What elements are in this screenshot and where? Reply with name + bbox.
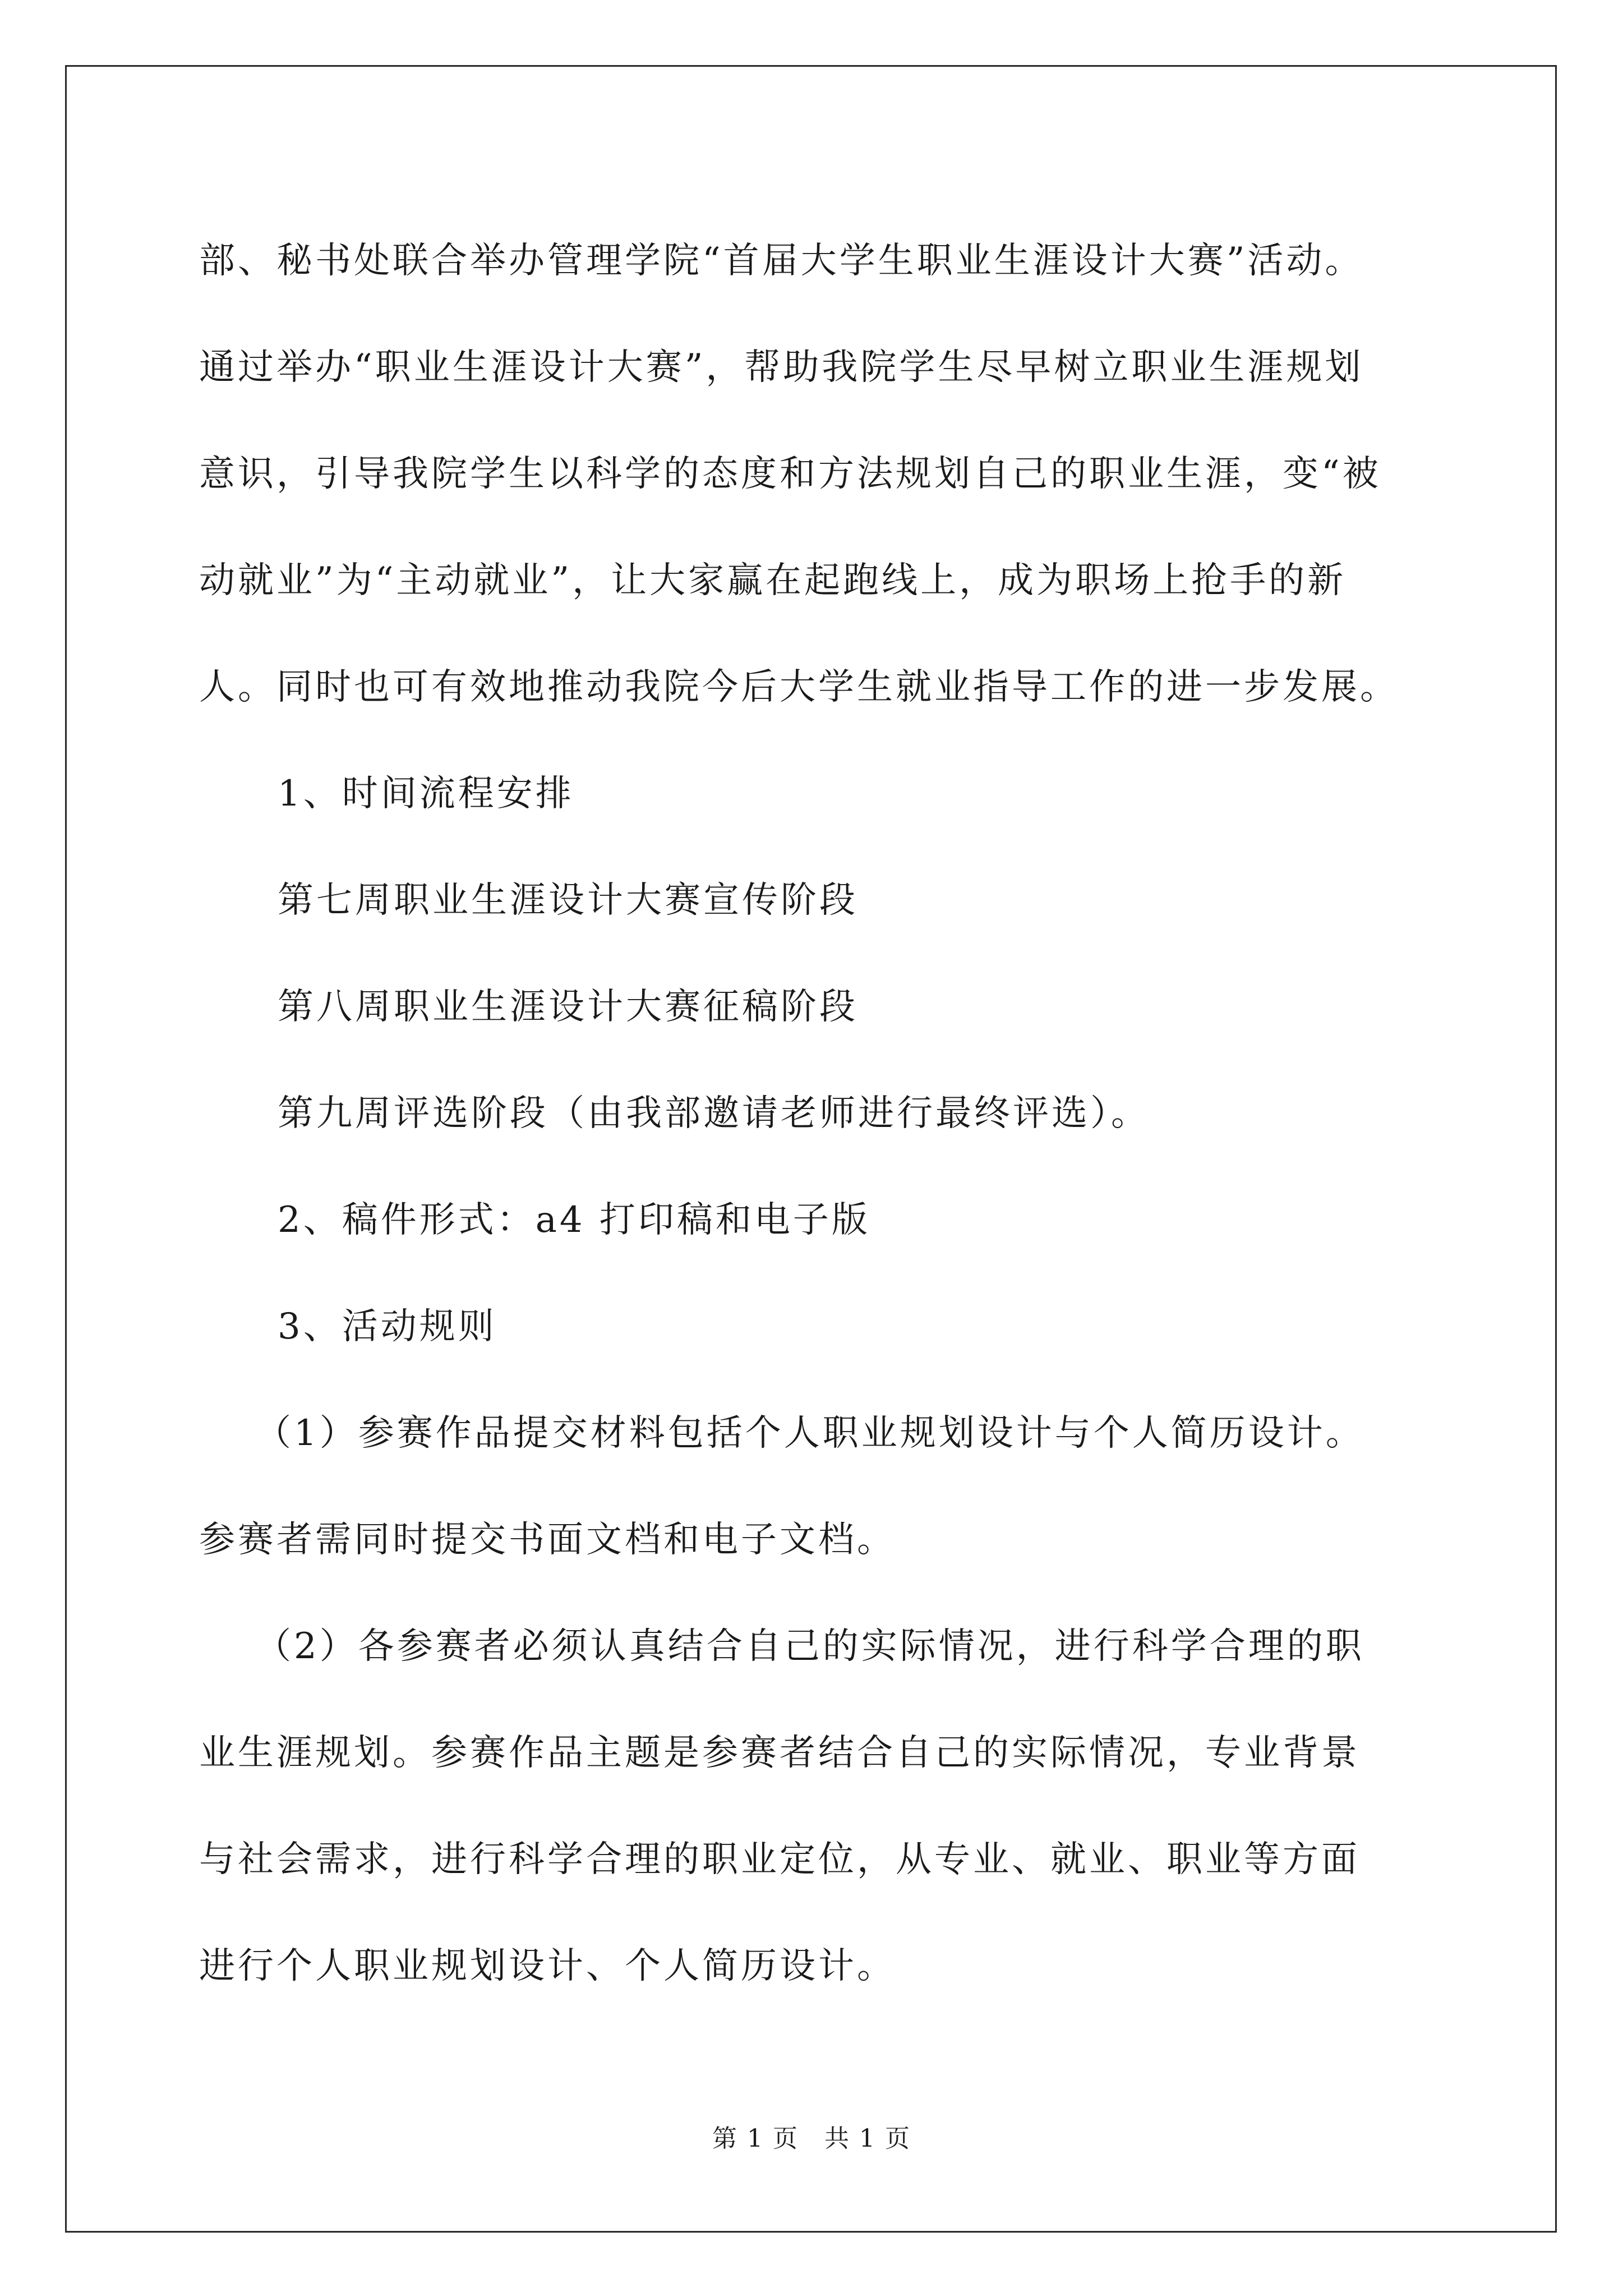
paragraph-line: 通过举办“职业生涯设计大赛”，帮助我院学生尽早树立职业生涯规划 xyxy=(199,347,1364,388)
rule-1-line: 参赛者需同时提交书面文档和电子文档。 xyxy=(199,1519,896,1561)
section-heading-format: 2、稿件形式：a4 打印稿和电子版 xyxy=(278,1199,870,1241)
document-body xyxy=(199,208,1433,2019)
rule-2-line: （2）各参赛者必须认真结合自己的实际情况，进行科学合理的职 xyxy=(255,1626,1364,1667)
section-heading-rules: 3、活动规则 xyxy=(278,1306,497,1347)
rule-1-line: （1）参赛作品提交材料包括个人职业规划设计与个人简历设计。 xyxy=(255,1412,1364,1454)
rule-2-line: 业生涯规划。参赛作品主题是参赛者结合自己的实际情况，专业背景 xyxy=(199,1732,1360,1774)
paragraph-line: 部、秘书处联合举办管理学院“首届大学生职业生涯设计大赛”活动。 xyxy=(199,240,1364,282)
paragraph-line: 意识，引导我院学生以科学的态度和方法规划自己的职业生涯，变“被 xyxy=(199,453,1381,495)
schedule-item-week8: 第八周职业生涯设计大赛征稿阶段 xyxy=(278,986,858,1028)
page-number-footer: 第 1 页 共 1 页 xyxy=(712,2124,911,2153)
rule-2-line: 与社会需求，进行科学合理的职业定位，从专业、就业、职业等方面 xyxy=(199,1839,1360,1880)
paragraph-line: 动就业”为“主动就业”，让大家赢在起跑线上，成为职场上抢手的新 xyxy=(199,560,1347,601)
section-heading-schedule: 1、时间流程安排 xyxy=(278,773,574,815)
paragraph-line: 人。同时也可有效地推动我院今后大学生就业指导工作的进一步发展。 xyxy=(199,666,1399,708)
schedule-item-week9: 第九周评选阶段（由我部邀请老师进行最终评选）。 xyxy=(278,1093,1150,1134)
schedule-item-week7: 第七周职业生涯设计大赛宣传阶段 xyxy=(278,880,858,921)
rule-2-line: 进行个人职业规划设计、个人简历设计。 xyxy=(199,1945,896,1987)
